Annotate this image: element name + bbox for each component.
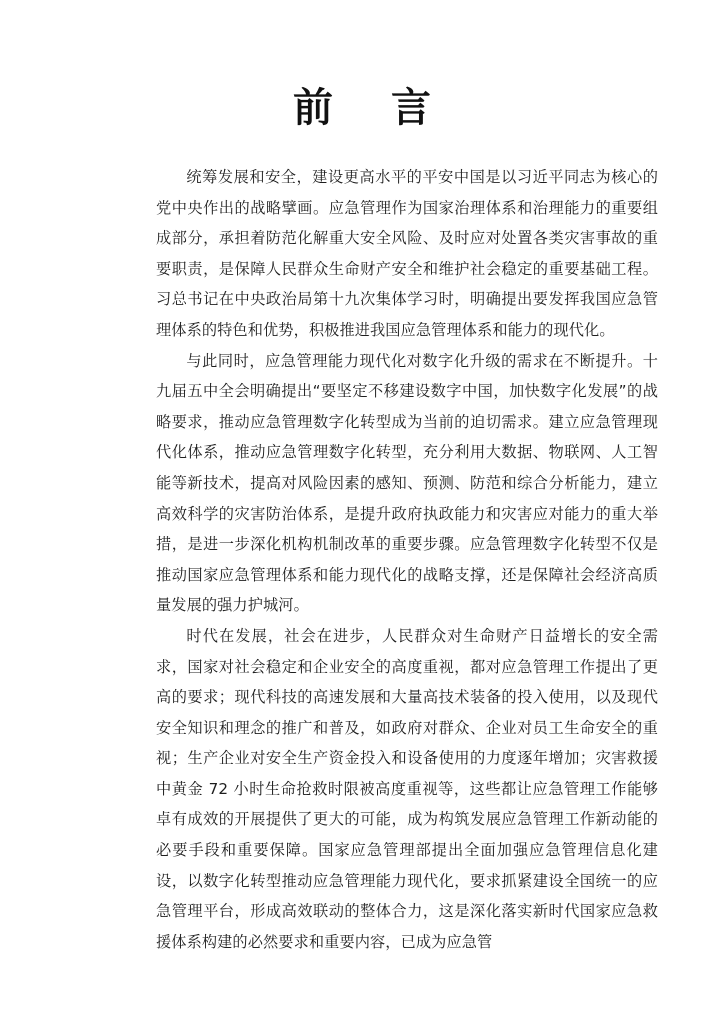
- paragraph-1: 统筹发展和安全，建设更高水平的平安中国是以习近平同志为核心的党中央作出的战略擘画。应急管理作为国家治理体系和治理能力的重要组成部分，承担着防范化解重大安全风险、及时应对处置各类灾害事故的重要职责，是保障人民群众生命财产安全和维护社会稳定的重要基础工程。习总书记在中央政治局第十九次集体学习时，明确提出要发挥我国应急管理体系的特色和优势，积极推进我国应急管理体系和能力的现代化。: [156, 168, 658, 339]
- body-text: [156, 162, 658, 957]
- page-title: 前 言: [293, 85, 453, 131]
- paragraph-3: 时代在发展，社会在进步，人民群众对生命财产日益增长的安全需求，国家对社会稳定和企业安全的高度重视，都对应急管理工作提出了更高的要求；现代科技的高速发展和大量高技术装备的投入使用，以及现代安全知识和理念的推广和普及，如政府对群众、企业对员工生命安全的重视；生产企业对安全生产资金投入和设备使用的力度逐年增加；灾害救援中黄金 72 小时生命抢救时限被高度重视等，这些都让应急管理工作能够卓有成效的开展提供了更大的可能，成为构筑发展应急管理工作新动能的必要手段和重要保障。国家应急管理部提出全面加强应急管理信息化建设，以数字化转型推动应急管理能力现代化，要求抓紧建设全国统一的应急管理平台，形成高效联动的整体合力，这是深化落实新时代国家应急救援体系构建的必然要求和重要内容，已成为应急管: [156, 626, 658, 951]
- paragraph-2: 与此同时，应急管理能力现代化对数字化升级的需求在不断提升。十九届五中全会明确提出“要坚定不移建设数字中国，加快数字化发展”的战略要求，推动应急管理数字化转型成为当前的迫切需求。建立应急管理现代化体系，推动应急管理数字化转型，充分利用大数据、物联网、人工智能等新技术，提高对风险因素的感知、预测、防范和综合分析能力，建立高效科学的灾害防治体系，是提升政府执政能力和灾害应对能力的重大举措，是进一步深化机构机制改革的重要步骤。应急管理数字化转型不仅是推动国家应急管理体系和能力现代化的战略支撑，还是保障社会经济高质量发展的强力护城河。: [156, 351, 658, 615]
